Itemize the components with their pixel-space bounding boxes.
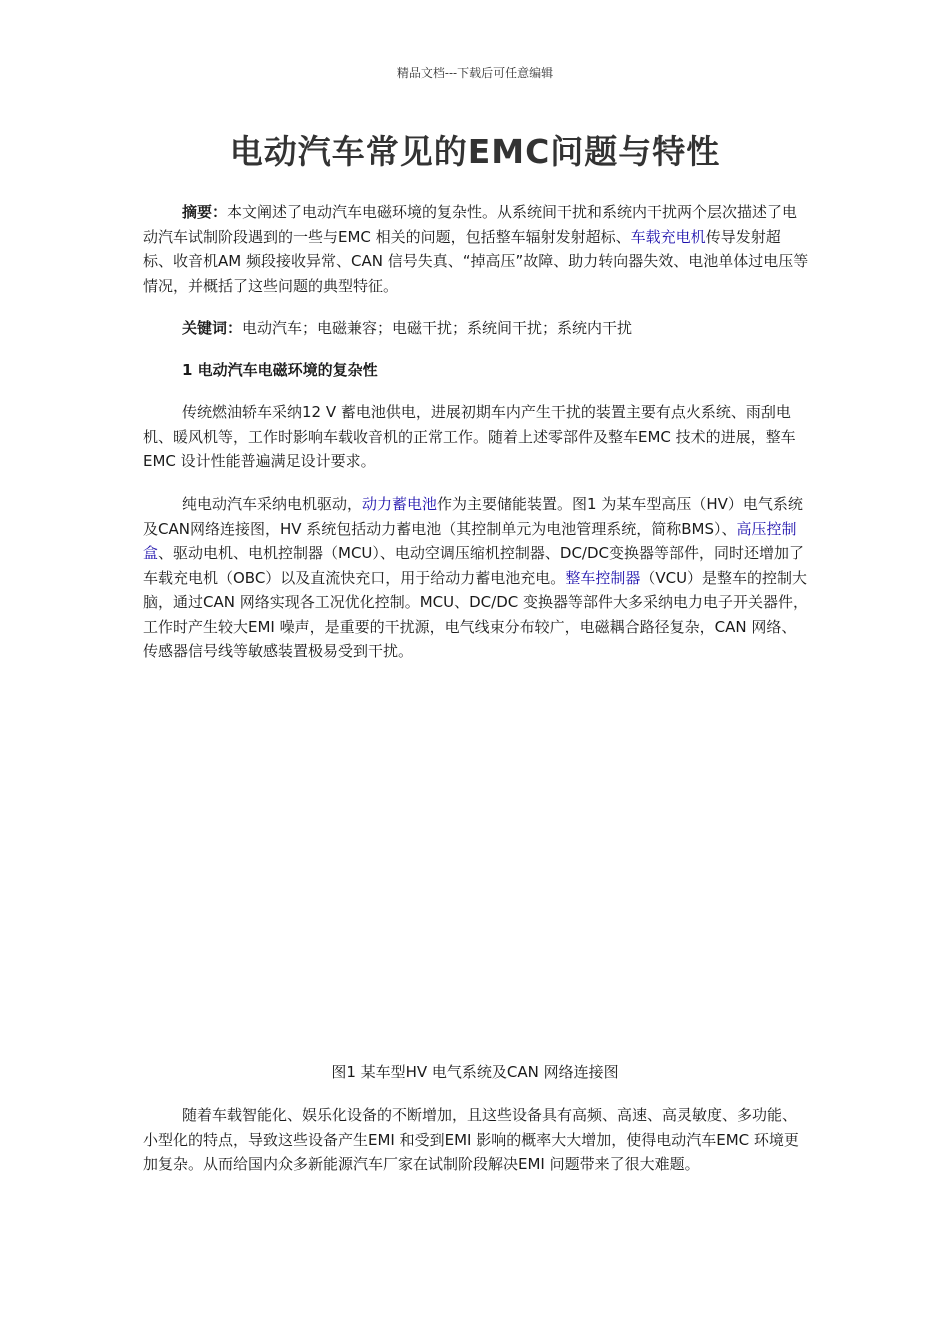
link-vehicle-controller[interactable]: 整车控制器 xyxy=(565,568,641,587)
link-power-battery[interactable]: 动力蓄电池 xyxy=(362,495,438,513)
section-1-paragraph-2 xyxy=(143,492,809,664)
abstract-text-1: 本文阐述了电动汽车电磁环境的复杂性。从系统间干扰和系统内干扰两个层次描述了电动汽车试制阶段遇到的一些与EMC 相关的问题，包括整车辐射发射超标、 xyxy=(143,203,798,246)
document-title: 电动汽车常见的EMC问题与特性 xyxy=(229,132,721,171)
paragraph-text: 传统燃油轿车采纳12 V 蓄电池供电，进展初期车内产生干扰的装置主要有点火系统、雨刮电机、暖风机等，工作时影响车载收音机的正常工作。随着上述零部件及整车EMC 技术的进展，整车EMC 设计性能普遍满足设计要求。 xyxy=(143,403,796,470)
para2-text-2: 作为主要储能装置。图1 为某车型高压（HV）电气系统及CAN网络连接图，HV 系统包括动力蓄电池（其控制单元为电池管理系统，简称BMS）、 xyxy=(143,495,803,538)
figure-placeholder xyxy=(143,705,809,1045)
abstract-text-2: 传导发射超标、收音机AM 频段接收异常、CAN 信号失真、“掉高压”故障、助力转向器失效、电池单体过电压等情况，并概括了这些问题的典型特征。 xyxy=(143,227,809,295)
abstract-label: 摘要： xyxy=(182,203,228,221)
keywords-label: 关键词： xyxy=(182,319,243,337)
link-onboard-charger[interactable]: 车载充电机 xyxy=(630,227,706,246)
abstract-paragraph xyxy=(143,200,809,298)
section-heading xyxy=(143,358,809,383)
keywords-paragraph xyxy=(143,316,809,341)
keywords-text: 电动汽车；电磁兼容；电磁干扰；系统间干扰；系统内干扰 xyxy=(242,319,633,337)
link-hv-control-box[interactable]: 高压控制盒 xyxy=(143,519,797,562)
figure-caption: 图1 某车型HV 电气系统及CAN 网络连接图 xyxy=(331,1063,619,1081)
section-1-paragraph-1 xyxy=(143,400,809,474)
paragraph-text: 随着车载智能化、娱乐化设备的不断增加，且这些设备具有高频、高速、高灵敏度、多功能、小型化的特点，导致这些设备产生EMI 和受到EMI 影响的概率大大增加，使得电动汽车EMC 环境更加复杂。从而给国内众多新能源汽车厂家在试制阶段解决EMI 问题带来了很大难题。 xyxy=(143,1106,799,1173)
section-1-paragraph-3 xyxy=(143,1103,809,1177)
para2-text-4: （VCU）是整车的控制大脑，通过CAN 网络实现各工况优化控制。MCU、DC/DC 变换器等部件大多采纳电力电子开关器件，工作时产生较大EMI 噪声，是重要的干扰源，电气线束分布较广，电磁耦合路径复杂，CAN 网络、传感器信号线等敏感装置极易受到干扰。 xyxy=(143,568,808,660)
section-1-heading: 1 电动汽车电磁环境的复杂性 xyxy=(182,361,378,379)
para2-text-1: 纯电动汽车采纳电机驱动， xyxy=(182,495,363,513)
para2-text-3: 、驱动电机、电机控制器（MCU）、电动空调压缩机控制器、DC/DC变换器等部件，同时还增加了车载充电机（OBC）以及直流快充口，用于给动力蓄电池充电。 xyxy=(143,544,805,587)
page-header: 精品文档---下载后可任意编辑 xyxy=(396,66,554,80)
